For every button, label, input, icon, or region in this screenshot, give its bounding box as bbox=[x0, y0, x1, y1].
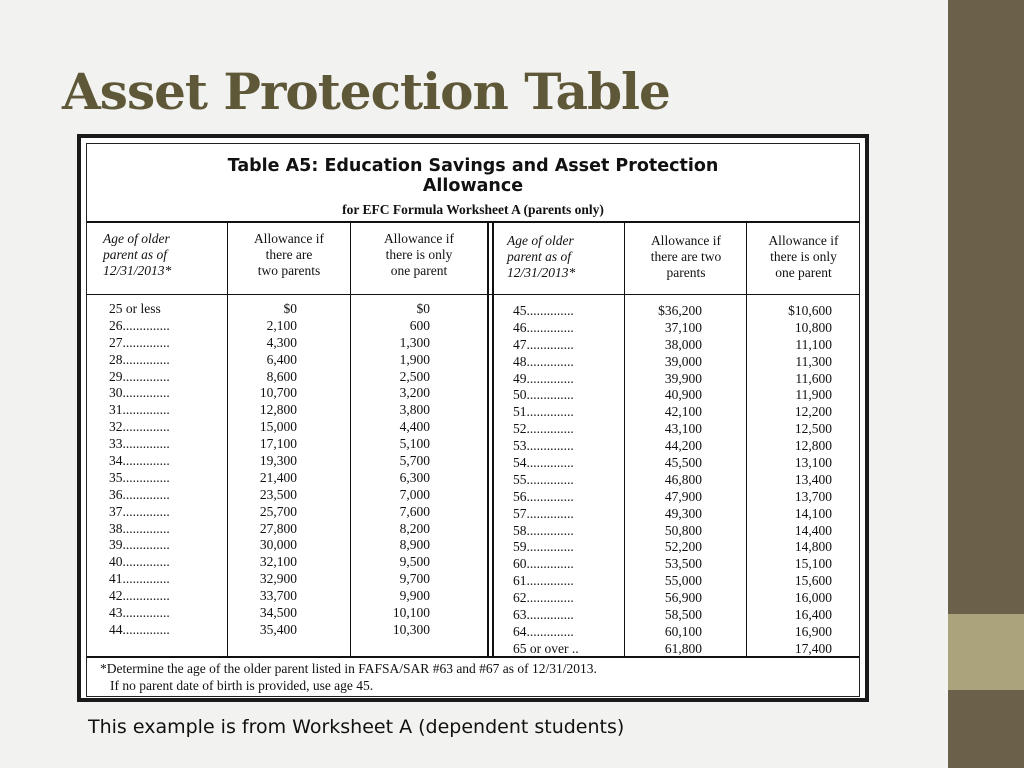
table-cell: 63.............. bbox=[513, 607, 574, 623]
table-cell: 51.............. bbox=[513, 404, 574, 420]
table-cell: 9,900 bbox=[399, 588, 430, 604]
table-cell: 58.............. bbox=[513, 522, 574, 538]
table-cell: 35.............. bbox=[109, 469, 170, 485]
header-two-parents-left: Allowance if there are two parents bbox=[253, 231, 325, 278]
left-two-parents-column bbox=[227, 301, 297, 639]
table-cell: 33,700 bbox=[259, 588, 297, 604]
header-one-parent-right: Allowance if there is only one parent bbox=[768, 233, 839, 280]
table-cell: 13,700 bbox=[794, 488, 832, 504]
table-cell: 12,800 bbox=[794, 438, 832, 454]
table-cell: 9,500 bbox=[399, 554, 430, 570]
table-cell: 29.............. bbox=[109, 368, 170, 384]
table-cell: 10,700 bbox=[259, 385, 297, 401]
left-one-parent-column bbox=[350, 301, 430, 639]
table-cell: 1,900 bbox=[399, 351, 430, 367]
table-cell: 5,100 bbox=[399, 436, 430, 452]
header-two-parents-right: Allowance if there are two parents bbox=[650, 233, 722, 280]
table-cell: 42,100 bbox=[664, 404, 702, 420]
table-cell: 50,800 bbox=[664, 522, 702, 538]
table-cell: 55.............. bbox=[513, 471, 574, 487]
table-cell: 37.............. bbox=[109, 503, 170, 519]
table-cell: 4,400 bbox=[399, 419, 430, 435]
table-cell: 15,100 bbox=[794, 556, 832, 572]
table-cell: 41.............. bbox=[109, 571, 170, 587]
table-cell: 47.............. bbox=[513, 336, 574, 352]
center-double-rule bbox=[487, 223, 489, 656]
table-cell: 55,000 bbox=[664, 573, 702, 589]
table-cell: 12,800 bbox=[259, 402, 297, 418]
table-cell: 34.............. bbox=[109, 453, 170, 469]
table-title-line-2: Allowance bbox=[422, 176, 524, 196]
table-cell: 19,300 bbox=[259, 453, 297, 469]
table-cell: 8,900 bbox=[399, 537, 430, 553]
table-cell: 62.............. bbox=[513, 590, 574, 606]
table-cell: 54.............. bbox=[513, 455, 574, 471]
table-cell: 32,900 bbox=[259, 571, 297, 587]
table-cell: 11,300 bbox=[795, 353, 832, 369]
table-cell: 2,500 bbox=[399, 368, 430, 384]
table-cell: 30.............. bbox=[109, 385, 170, 401]
table-cell: 6,300 bbox=[399, 469, 430, 485]
table-cell: 11,900 bbox=[795, 387, 832, 403]
table-cell: 38,000 bbox=[664, 336, 702, 352]
rule-below-title bbox=[87, 221, 859, 223]
table-cell: 44.............. bbox=[109, 621, 170, 637]
table-cell: 39.............. bbox=[109, 537, 170, 553]
table-cell: 48.............. bbox=[513, 353, 574, 369]
table-cell: 8,200 bbox=[399, 520, 430, 536]
table-cell: 53,500 bbox=[664, 556, 702, 572]
table-cell: 43,100 bbox=[664, 421, 702, 437]
table-cell: $10,600 bbox=[788, 303, 832, 318]
table-cell: $0 bbox=[416, 301, 430, 316]
table-cell: 2,100 bbox=[266, 317, 297, 333]
table-subtitle: for EFC Formula Worksheet A (parents only) bbox=[342, 202, 604, 217]
table-cell: 17,400 bbox=[794, 640, 832, 656]
table-cell: 39,900 bbox=[664, 370, 702, 386]
table-cell: 44,200 bbox=[664, 438, 702, 454]
header-one-parent-left: Allowance if there is only one parent bbox=[383, 231, 455, 278]
table-title-line-1: Table A5: Education Savings and Asset Protection bbox=[227, 156, 719, 176]
table-cell: 23,500 bbox=[259, 486, 297, 502]
table-cell: 61.............. bbox=[513, 573, 574, 589]
table-cell: 40.............. bbox=[109, 554, 170, 570]
header-age-left: Age of older parent as of 12/31/2013* bbox=[103, 231, 172, 278]
decorative-side-accent bbox=[948, 614, 1024, 690]
table-cell: 25,700 bbox=[259, 503, 297, 519]
table-cell: 10,100 bbox=[392, 605, 430, 621]
table-cell: 13,400 bbox=[794, 471, 832, 487]
table-cell: 16,400 bbox=[794, 607, 832, 623]
table-cell: 40,900 bbox=[664, 387, 702, 403]
table-cell: 43.............. bbox=[109, 605, 170, 621]
table-cell: 32.............. bbox=[109, 419, 170, 435]
right-one-parent-column bbox=[746, 303, 832, 658]
table-cell: 32,100 bbox=[259, 554, 297, 570]
slide-title: Asset Protection Table bbox=[62, 62, 670, 121]
table-cell: 50.............. bbox=[513, 387, 574, 403]
table-cell: 52,200 bbox=[664, 539, 702, 555]
table-cell: 34,500 bbox=[259, 605, 297, 621]
table-cell: 60.............. bbox=[513, 556, 574, 572]
table-cell: 56.............. bbox=[513, 488, 574, 504]
table-cell: 46.............. bbox=[513, 319, 574, 335]
table-cell: 8,600 bbox=[266, 368, 297, 384]
table-cell: 28.............. bbox=[109, 351, 170, 367]
table-cell: 12,500 bbox=[794, 421, 832, 437]
table-cell: 10,800 bbox=[794, 319, 832, 335]
table-cell: 10,300 bbox=[392, 621, 430, 637]
left-age-column bbox=[109, 301, 170, 639]
table-cell: 7,000 bbox=[399, 486, 430, 502]
rule-below-headers bbox=[87, 294, 859, 295]
table-cell: 3,200 bbox=[399, 385, 430, 401]
table-cell: 14,100 bbox=[794, 505, 832, 521]
table-cell: 25 or less bbox=[109, 301, 161, 316]
table-cell: 45.............. bbox=[513, 303, 574, 318]
table-cell: 61,800 bbox=[664, 640, 702, 656]
table-cell: 57.............. bbox=[513, 505, 574, 521]
table-cell: 12,200 bbox=[794, 404, 832, 420]
table-cell: 1,300 bbox=[399, 334, 430, 350]
table-cell: 49.............. bbox=[513, 370, 574, 386]
table-cell: 37,100 bbox=[664, 319, 702, 335]
table-cell: 27,800 bbox=[259, 520, 297, 536]
table-cell: 16,900 bbox=[794, 623, 832, 639]
table-cell: 7,600 bbox=[399, 503, 430, 519]
table-cell: 600 bbox=[409, 317, 430, 333]
table-cell: 35,400 bbox=[259, 621, 297, 637]
table-cell: 53.............. bbox=[513, 438, 574, 454]
table-cell: 15,000 bbox=[259, 419, 297, 435]
table-cell: 58,500 bbox=[664, 607, 702, 623]
table-cell: 17,100 bbox=[259, 436, 297, 452]
table-cell: 4,300 bbox=[266, 334, 297, 350]
table-cell: 26.............. bbox=[109, 317, 170, 333]
table-cell: 33.............. bbox=[109, 436, 170, 452]
table-cell: 11,600 bbox=[795, 370, 832, 386]
center-double-rule bbox=[492, 223, 494, 656]
slide-caption: This example is from Worksheet A (dependent students) bbox=[88, 716, 625, 738]
table-cell: 42.............. bbox=[109, 588, 170, 604]
table-cell: 65 or over .. bbox=[513, 640, 579, 656]
table-cell: 45,500 bbox=[664, 455, 702, 471]
table-cell: 38.............. bbox=[109, 520, 170, 536]
table-cell: 14,800 bbox=[794, 539, 832, 555]
table-cell: $0 bbox=[283, 301, 297, 316]
table-footnote bbox=[100, 661, 597, 694]
table-cell: 16,000 bbox=[794, 590, 832, 606]
table-cell: 36.............. bbox=[109, 486, 170, 502]
table-cell: 14,400 bbox=[794, 522, 832, 538]
table-cell: 64.............. bbox=[513, 623, 574, 639]
table-cell: 15,600 bbox=[794, 573, 832, 589]
table-cell: 46,800 bbox=[664, 471, 702, 487]
right-age-column bbox=[513, 303, 579, 658]
table-cell: 9,700 bbox=[399, 571, 430, 587]
right-two-parents-column bbox=[624, 303, 702, 658]
table-cell: 13,100 bbox=[794, 455, 832, 471]
footnote-line-2: If no parent date of birth is provided, use age 45. bbox=[110, 677, 374, 693]
table-cell: 5,700 bbox=[399, 453, 430, 469]
table-image bbox=[81, 138, 865, 698]
table-cell: 47,900 bbox=[664, 488, 702, 504]
table-cell: 49,300 bbox=[664, 505, 702, 521]
table-cell: 27.............. bbox=[109, 334, 170, 350]
table-cell: 39,000 bbox=[664, 353, 702, 369]
table-cell: 30,000 bbox=[259, 537, 297, 553]
rule-above-footnote bbox=[87, 656, 859, 658]
table-cell: 6,400 bbox=[266, 351, 297, 367]
table-title bbox=[87, 156, 859, 196]
table-cell: 11,100 bbox=[795, 336, 832, 352]
table-cell: $36,200 bbox=[658, 303, 702, 318]
footnote-line-1: *Determine the age of the older parent listed in FAFSA/SAR #63 and #67 as of 12/31/2013. bbox=[100, 661, 597, 676]
header-age-right: Age of older parent as of 12/31/2013* bbox=[507, 233, 576, 280]
table-cell: 21,400 bbox=[259, 469, 297, 485]
table-cell: 31.............. bbox=[109, 402, 170, 418]
asset-protection-table bbox=[86, 143, 860, 697]
table-image-frame bbox=[77, 134, 869, 702]
table-cell: 52.............. bbox=[513, 421, 574, 437]
table-cell: 3,800 bbox=[399, 402, 430, 418]
table-cell: 60,100 bbox=[664, 623, 702, 639]
table-cell: 59.............. bbox=[513, 539, 574, 555]
table-cell: 56,900 bbox=[664, 590, 702, 606]
